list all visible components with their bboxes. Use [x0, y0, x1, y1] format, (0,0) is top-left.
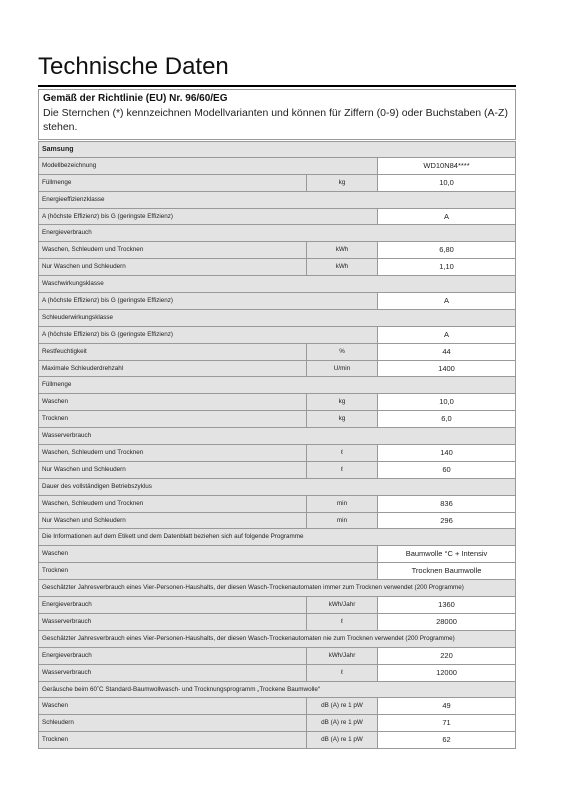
- table-row: [38, 411, 516, 428]
- row-label: Maximale Schleuderdrehzahl: [39, 361, 307, 377]
- directive-heading: Gemäß der Richtlinie (EU) Nr. 96/60/EG: [43, 93, 228, 104]
- table-row: [38, 648, 516, 665]
- section-row: [38, 377, 516, 394]
- row-value: 49: [378, 698, 515, 714]
- row-unit: kWh/Jahr: [307, 648, 378, 664]
- row-unit: ℓ: [307, 614, 378, 630]
- section-label: Wasserverbrauch: [39, 428, 515, 444]
- row-unit: dB (A) re 1 pW: [307, 732, 378, 748]
- row-label: Trocknen: [39, 411, 307, 427]
- row-value: Baumwolle °C + Intensiv: [378, 546, 515, 562]
- row-value: 140: [378, 445, 515, 461]
- row-unit: ℓ: [307, 445, 378, 461]
- section-row: [38, 682, 516, 699]
- row-value: 10,0: [378, 175, 515, 191]
- table-row: [38, 209, 516, 226]
- table-row: [38, 445, 516, 462]
- directive-box: [38, 89, 516, 140]
- row-unit: dB (A) re 1 pW: [307, 698, 378, 714]
- section-row: [38, 580, 516, 597]
- row-value: 12000: [378, 665, 515, 681]
- row-value: A: [378, 293, 515, 309]
- row-label: Waschen: [39, 546, 378, 562]
- row-value: 44: [378, 344, 515, 360]
- row-value: 62: [378, 732, 515, 748]
- table-row: [38, 293, 516, 310]
- table-row: [38, 698, 516, 715]
- row-unit: min: [307, 513, 378, 529]
- table-row: [38, 158, 516, 175]
- table-row: [38, 732, 516, 749]
- row-unit: kWh: [307, 242, 378, 258]
- row-value: 60: [378, 462, 515, 478]
- section-label: Waschwirkungsklasse: [39, 276, 515, 292]
- section-row: [38, 276, 516, 293]
- row-unit: kWh: [307, 259, 378, 275]
- row-value: WD10N84****: [378, 158, 515, 174]
- page-title: Technische Daten: [38, 53, 516, 87]
- table-row: [38, 597, 516, 614]
- row-value: 10,0: [378, 394, 515, 410]
- row-label: A (höchste Effizienz) bis G (geringste Effizienz): [39, 327, 378, 343]
- table-row: [38, 344, 516, 361]
- section-row: [38, 141, 516, 158]
- row-label: Wasserverbrauch: [39, 665, 307, 681]
- row-label: Nur Waschen und Schleudern: [39, 259, 307, 275]
- table-row: [38, 361, 516, 378]
- section-label: Geschätzter Jahresverbrauch eines Vier-Personen-Haushalts, der diesen Wasch-Trockenautomaten nie zum Trocknen verwendet (200 Programme): [39, 631, 515, 647]
- section-row: [38, 428, 516, 445]
- row-unit: ℓ: [307, 665, 378, 681]
- row-unit: kg: [307, 175, 378, 191]
- row-unit: %: [307, 344, 378, 360]
- row-value: A: [378, 209, 515, 225]
- spec-table: [38, 141, 516, 749]
- row-value: 1,10: [378, 259, 515, 275]
- table-row: [38, 394, 516, 411]
- row-label: Trocknen: [39, 732, 307, 748]
- table-row: [38, 462, 516, 479]
- row-label: Wasserverbrauch: [39, 614, 307, 630]
- section-label: Geschätzter Jahresverbrauch eines Vier-Personen-Haushalts, der diesen Wasch-Trockenautomaten immer zum Trocknen verwendet (200 Programme): [39, 580, 515, 596]
- table-row: [38, 715, 516, 732]
- table-row: [38, 513, 516, 530]
- section-label: Energieeffizienzklasse: [39, 192, 515, 208]
- table-row: [38, 563, 516, 580]
- table-row: [38, 327, 516, 344]
- row-label: Waschen, Schleudern und Trocknen: [39, 242, 307, 258]
- row-label: Trocknen: [39, 563, 378, 579]
- row-label: Füllmenge: [39, 175, 307, 191]
- row-label: Restfeuchtigkeit: [39, 344, 307, 360]
- table-row: [38, 242, 516, 259]
- table-row: [38, 614, 516, 631]
- row-unit: kg: [307, 394, 378, 410]
- row-label: Nur Waschen und Schleudern: [39, 462, 307, 478]
- row-label: Modellbezeichnung: [39, 158, 378, 174]
- section-label: Schleuderwirkungsklasse: [39, 310, 515, 326]
- table-row: [38, 496, 516, 513]
- table-row: [38, 175, 516, 192]
- row-label: Schleudern: [39, 715, 307, 731]
- section-row: [38, 310, 516, 327]
- row-value: 1400: [378, 361, 515, 377]
- row-value: 6,0: [378, 411, 515, 427]
- row-value: 296: [378, 513, 515, 529]
- section-label: Geräusche beim 60˚C Standard-Baumwollwasch- und Trocknungsprogramm „Trockene Baumwolle“: [39, 682, 515, 698]
- row-value: Trocknen Baumwolle: [378, 563, 515, 579]
- section-row: [38, 192, 516, 209]
- row-label: Waschen: [39, 698, 307, 714]
- row-label: Energieverbrauch: [39, 597, 307, 613]
- section-label: Samsung: [39, 142, 515, 157]
- row-label: Waschen: [39, 394, 307, 410]
- row-value: 71: [378, 715, 515, 731]
- row-value: 28000: [378, 614, 515, 630]
- row-value: 6,80: [378, 242, 515, 258]
- section-row: [38, 631, 516, 648]
- row-unit: kg: [307, 411, 378, 427]
- row-value: 220: [378, 648, 515, 664]
- section-label: Energieverbrauch: [39, 225, 515, 241]
- table-row: [38, 259, 516, 276]
- section-row: [38, 225, 516, 242]
- section-row: [38, 529, 516, 546]
- section-label: Füllmenge: [39, 377, 515, 393]
- row-unit: ℓ: [307, 462, 378, 478]
- row-unit: U/min: [307, 361, 378, 377]
- row-value: 1360: [378, 597, 515, 613]
- row-unit: dB (A) re 1 pW: [307, 715, 378, 731]
- row-value: A: [378, 327, 515, 343]
- row-label: Waschen, Schleudern und Trocknen: [39, 445, 307, 461]
- section-label: Dauer des vollständigen Betriebszyklus: [39, 479, 515, 495]
- section-row: [38, 479, 516, 496]
- row-label: Waschen, Schleudern und Trocknen: [39, 496, 307, 512]
- directive-text: Die Sternchen (*) kennzeichnen Modellvarianten und können für Ziffern (0-9) oder Buchstaben (A-Z) stehen.: [43, 107, 508, 133]
- table-row: [38, 665, 516, 682]
- row-unit: min: [307, 496, 378, 512]
- row-unit: kWh/Jahr: [307, 597, 378, 613]
- row-label: Nur Waschen und Schleudern: [39, 513, 307, 529]
- row-label: A (höchste Effizienz) bis G (geringste Effizienz): [39, 209, 378, 225]
- section-label: Die Informationen auf dem Etikett und dem Datenblatt beziehen sich auf folgende Programme: [39, 529, 515, 545]
- row-label: Energieverbrauch: [39, 648, 307, 664]
- row-value: 836: [378, 496, 515, 512]
- table-row: [38, 546, 516, 563]
- row-label: A (höchste Effizienz) bis G (geringste Effizienz): [39, 293, 378, 309]
